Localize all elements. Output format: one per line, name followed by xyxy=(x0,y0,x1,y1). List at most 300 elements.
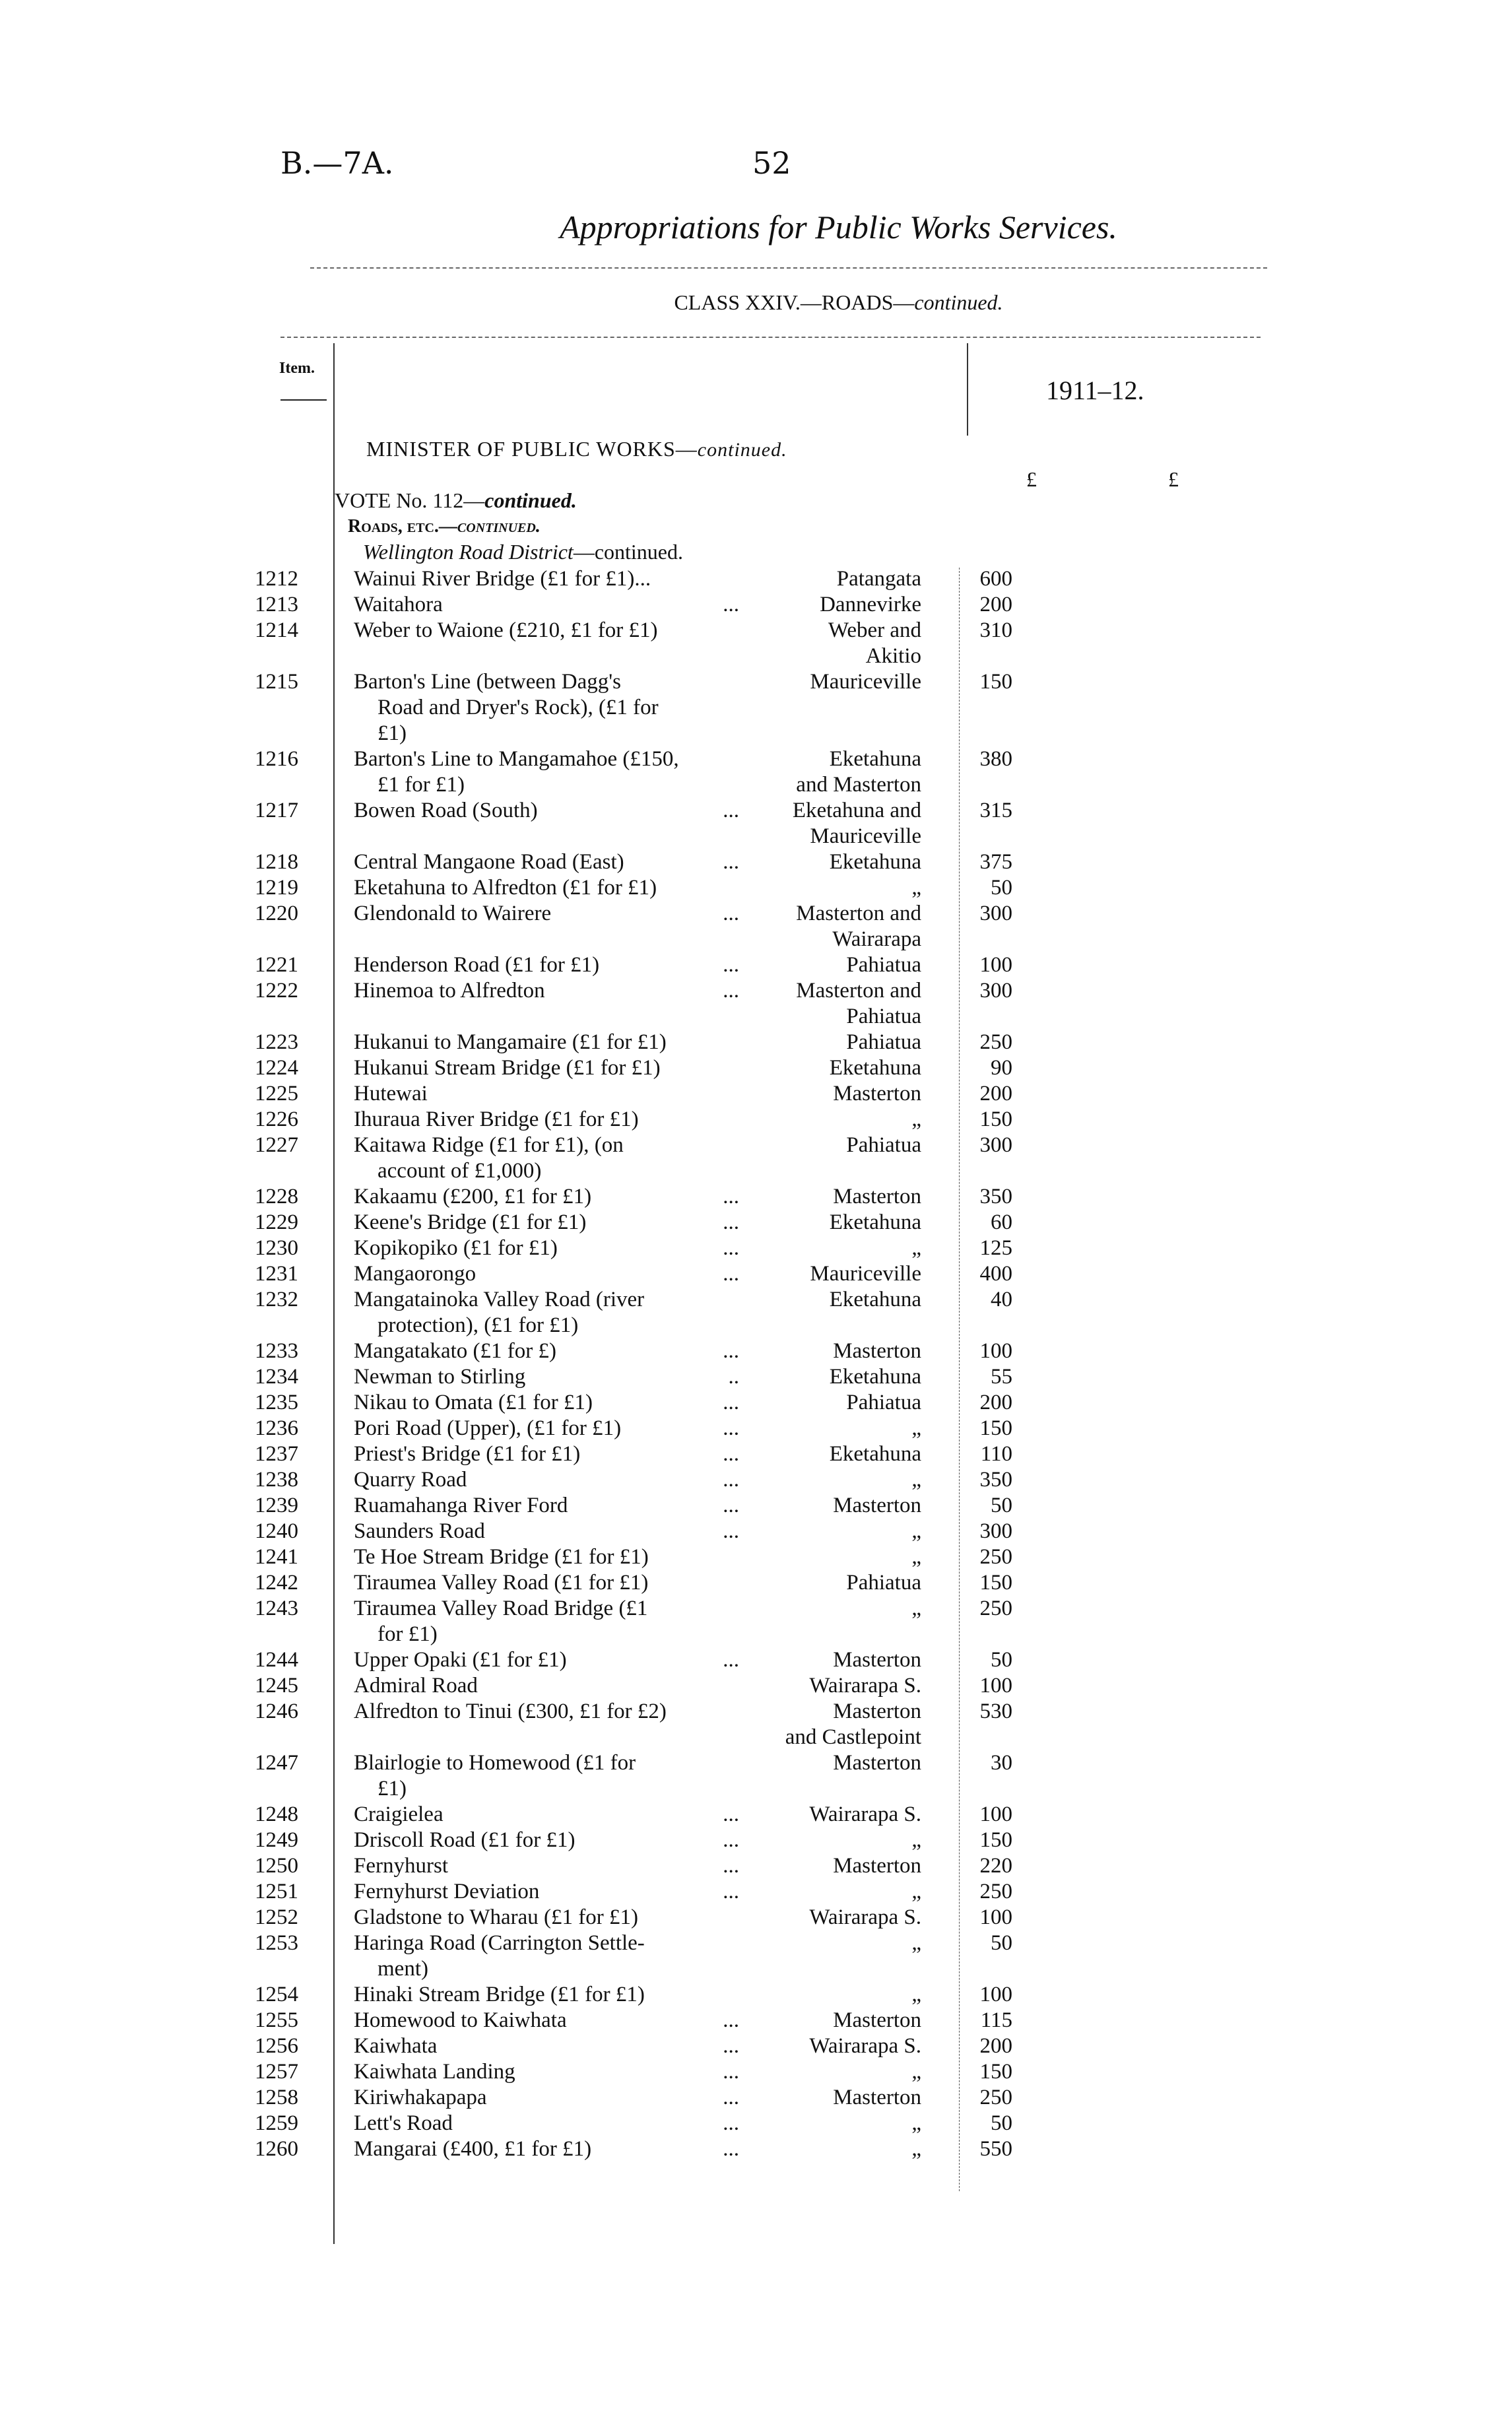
year-column-header: 1911–12. xyxy=(1046,376,1144,405)
table-row xyxy=(251,849,1188,875)
item-amount: 300 xyxy=(979,979,1012,1003)
item-location xyxy=(743,849,921,875)
leader-dots: ... xyxy=(723,2086,739,2109)
item-amount: 50 xyxy=(991,876,1012,900)
item-description xyxy=(314,1107,743,1133)
leader-dots: ... xyxy=(723,1416,739,1440)
item-location xyxy=(743,1441,921,1467)
description-line: Pori Road (Upper), (£1 for £1) xyxy=(354,1416,622,1440)
table-row xyxy=(251,1210,1188,1236)
page-title: Appropriations for Public Works Services. xyxy=(560,209,1117,246)
table-row xyxy=(251,1802,1188,1828)
leader-dots: ... xyxy=(723,2111,739,2135)
table-row xyxy=(251,798,1188,849)
description-line: Kaitawa Ridge (£1 for £1), (on xyxy=(354,1133,624,1157)
item-description xyxy=(314,1699,743,1725)
item-description xyxy=(314,1055,743,1081)
table-row xyxy=(251,1879,1188,1905)
leader-dots xyxy=(706,1287,743,1338)
item-location xyxy=(743,1828,921,1853)
location-line: „ xyxy=(911,1107,921,1131)
item-number: 1219 xyxy=(255,876,298,900)
class-heading-text: CLASS XXIV.—ROADS— xyxy=(674,290,915,314)
item-location xyxy=(743,1673,921,1699)
item-description xyxy=(314,1828,743,1853)
item-description xyxy=(314,1364,743,1390)
location-line: Masterton xyxy=(833,1494,921,1517)
item-description xyxy=(314,1081,743,1107)
item-amount: 200 xyxy=(979,2034,1012,2058)
table-row xyxy=(251,1467,1188,1493)
title-rule xyxy=(310,267,1267,269)
item-description xyxy=(314,2008,743,2033)
location-line: Wairarapa xyxy=(832,927,921,951)
item-location xyxy=(743,1750,921,1776)
item-description xyxy=(314,669,743,746)
description-line: ment) xyxy=(378,1957,428,1981)
table-row xyxy=(251,1982,1188,2008)
item-location xyxy=(743,1107,921,1133)
leader-dots: ... xyxy=(723,2060,739,2084)
item-location xyxy=(743,1879,921,1905)
description-line: Keene's Bridge (£1 for £1) xyxy=(354,1210,587,1234)
item-number: 1232 xyxy=(255,1288,298,1311)
location-line: Masterton xyxy=(833,1751,921,1775)
item-location xyxy=(743,2085,921,2111)
item-location xyxy=(743,1390,921,1416)
description-line: £1) xyxy=(378,721,407,745)
item-amount: 115 xyxy=(980,2008,1012,2032)
item-number: 1243 xyxy=(255,1597,298,1620)
item-number: 1228 xyxy=(255,1185,298,1208)
item-amount: 250 xyxy=(979,1880,1012,1903)
pound-symbol-right: £ xyxy=(1168,467,1179,491)
description-line: account of £1,000) xyxy=(378,1159,542,1183)
item-amount: 310 xyxy=(979,618,1012,642)
minister-heading-text: MINISTER OF PUBLIC WORKS— xyxy=(366,437,698,461)
table-row xyxy=(251,669,1188,746)
item-number: 1216 xyxy=(255,747,298,771)
item-location xyxy=(743,1416,921,1441)
item-description xyxy=(314,901,743,927)
leader-dots: ... xyxy=(723,953,739,977)
item-amount: 250 xyxy=(979,2086,1012,2109)
location-line: Eketahuna and xyxy=(792,799,921,822)
description-line: Tiraumea Valley Road (£1 for £1) xyxy=(354,1571,649,1595)
location-line: „ xyxy=(911,876,921,900)
item-number: 1226 xyxy=(255,1107,298,1131)
item-description xyxy=(314,1802,743,1828)
location-line: Pahiatua xyxy=(846,1030,921,1054)
location-line: Patangata xyxy=(836,567,921,591)
item-number: 1223 xyxy=(255,1030,298,1054)
item-description xyxy=(314,849,743,875)
item-location xyxy=(743,1982,921,2008)
item-location xyxy=(743,1030,921,1055)
description-line: Tiraumea Valley Road Bridge (£1 xyxy=(354,1597,648,1620)
item-description xyxy=(314,1544,743,1570)
item-description xyxy=(314,978,743,1004)
item-amount: 350 xyxy=(979,1185,1012,1208)
item-location xyxy=(743,1930,921,1956)
location-line: „ xyxy=(911,1519,921,1543)
location-line: Masterton xyxy=(833,1185,921,1208)
item-location xyxy=(743,1647,921,1673)
location-line: Pahiatua xyxy=(846,1571,921,1595)
item-header-underline xyxy=(280,399,327,401)
class-heading-continued: continued. xyxy=(914,290,1003,314)
location-line: „ xyxy=(911,2111,921,2135)
appropriations-table-body xyxy=(251,566,1188,2162)
location-line: Pahiatua xyxy=(846,1133,921,1157)
item-description xyxy=(314,1030,743,1055)
item-number: 1260 xyxy=(255,2137,298,2161)
leader-dots xyxy=(706,1133,743,1184)
item-description xyxy=(314,1416,743,1441)
amount-column-divider xyxy=(967,343,968,436)
location-line: Mauriceville xyxy=(810,670,921,694)
item-number: 1229 xyxy=(255,1210,298,1234)
description-line: Weber to Waione (£210, £1 for £1) xyxy=(354,618,658,642)
vote-heading-text: VOTE No. 112— xyxy=(335,488,485,512)
location-line: Wairarapa S. xyxy=(809,1905,921,1929)
location-line: „ xyxy=(911,1416,921,1440)
item-description xyxy=(314,1647,743,1673)
item-description xyxy=(314,618,743,644)
item-amount: 50 xyxy=(991,1648,1012,1672)
location-line: Eketahuna xyxy=(829,1365,921,1389)
table-row xyxy=(251,618,1188,669)
table-row xyxy=(251,952,1188,978)
item-description xyxy=(314,1879,743,1905)
item-amount: 100 xyxy=(979,1674,1012,1698)
description-line: Saunders Road xyxy=(354,1519,485,1543)
item-description xyxy=(314,1236,743,1261)
location-line: „ xyxy=(911,2137,921,2161)
item-amount: 30 xyxy=(991,1751,1012,1775)
item-amount: 550 xyxy=(979,2137,1012,2161)
table-row xyxy=(251,1647,1188,1673)
vote-heading xyxy=(335,488,577,513)
location-line: Eketahuna xyxy=(829,1288,921,1311)
item-number: 1224 xyxy=(255,1056,298,1080)
leader-dots: .. xyxy=(728,1365,739,1389)
location-line: Wairarapa S. xyxy=(809,1674,921,1698)
item-location xyxy=(743,1055,921,1081)
leader-dots: ... xyxy=(723,1828,739,1852)
location-line: Eketahuna xyxy=(829,1056,921,1080)
location-line: „ xyxy=(911,1983,921,2006)
item-location xyxy=(743,1184,921,1210)
location-line: „ xyxy=(911,1828,921,1852)
description-line: Hinemoa to Alfredton xyxy=(354,979,545,1003)
table-row xyxy=(251,875,1188,901)
description-line: Haringa Road (Carrington Settle- xyxy=(354,1931,645,1955)
item-location xyxy=(743,1570,921,1596)
description-line: Craigielea xyxy=(354,1802,444,1826)
leader-dots xyxy=(706,746,743,798)
location-line: „ xyxy=(911,1468,921,1492)
item-number: 1221 xyxy=(255,953,298,977)
table-row xyxy=(251,2136,1188,2162)
leader-dots: ... xyxy=(723,1519,739,1543)
item-amount: 250 xyxy=(979,1545,1012,1569)
location-line: Masterton and xyxy=(796,979,921,1003)
table-row xyxy=(251,1699,1188,1750)
description-line: Newman to Stirling xyxy=(354,1365,526,1389)
item-amount: 250 xyxy=(979,1597,1012,1620)
table-row xyxy=(251,901,1188,952)
leader-dots: ... xyxy=(723,1339,739,1363)
item-number: 1230 xyxy=(255,1236,298,1260)
location-line: „ xyxy=(911,1597,921,1620)
item-amount: 40 xyxy=(991,1288,1012,1311)
item-location xyxy=(743,2111,921,2136)
leader-dots xyxy=(706,1596,743,1647)
table-row xyxy=(251,1338,1188,1364)
location-line: and Castlepoint xyxy=(785,1725,921,1749)
roads-heading xyxy=(348,516,541,537)
location-line: Masterton xyxy=(833,1700,921,1723)
item-amount: 60 xyxy=(991,1210,1012,1234)
item-number: 1233 xyxy=(255,1339,298,1363)
item-amount: 100 xyxy=(979,1905,1012,1929)
description-line: Blairlogie to Homewood (£1 for xyxy=(354,1751,636,1775)
leader-dots xyxy=(706,1081,743,1107)
table-top-rule xyxy=(280,337,1261,338)
item-amount: 400 xyxy=(979,1262,1012,1286)
item-number: 1215 xyxy=(255,670,298,694)
item-location xyxy=(743,798,921,849)
item-amount: 100 xyxy=(979,1802,1012,1826)
leader-dots: ... xyxy=(723,1854,739,1878)
item-number: 1239 xyxy=(255,1494,298,1517)
description-line: Fernyhurst Deviation xyxy=(354,1880,540,1903)
item-location xyxy=(743,1493,921,1519)
description-line: Fernyhurst xyxy=(354,1854,448,1878)
item-number: 1259 xyxy=(255,2111,298,2135)
description-line: Barton's Line (between Dagg's xyxy=(354,670,622,694)
item-amount: 150 xyxy=(979,1107,1012,1131)
item-number: 1237 xyxy=(255,1442,298,1466)
district-heading-text: Wellington Road District xyxy=(363,540,574,564)
item-description xyxy=(314,2111,743,2136)
item-number: 1252 xyxy=(255,1905,298,1929)
location-line: „ xyxy=(911,1236,921,1260)
location-line: Eketahuna xyxy=(829,1442,921,1466)
location-line: „ xyxy=(911,1545,921,1569)
table-row xyxy=(251,592,1188,618)
item-location xyxy=(743,566,921,592)
description-line: Glendonald to Wairere xyxy=(354,902,552,925)
item-amount: 50 xyxy=(991,2111,1012,2135)
description-line: £1 for £1) xyxy=(378,773,465,797)
leader-dots: ... xyxy=(723,1494,739,1517)
description-line: Mangarai (£400, £1 for £1) xyxy=(354,2137,592,2161)
item-location xyxy=(743,1210,921,1236)
item-amount: 125 xyxy=(979,1236,1012,1260)
location-line: Masterton xyxy=(833,1854,921,1878)
location-line: Dannevirke xyxy=(820,593,921,616)
item-number: 1242 xyxy=(255,1571,298,1595)
item-location xyxy=(743,1699,921,1750)
table-row xyxy=(251,566,1188,592)
description-line: Hutewai xyxy=(354,1082,428,1106)
item-amount: 110 xyxy=(980,1442,1012,1466)
item-location xyxy=(743,1364,921,1390)
item-amount: 55 xyxy=(991,1365,1012,1389)
item-number: 1236 xyxy=(255,1416,298,1440)
table-row xyxy=(251,1364,1188,1390)
document-reference: B.—7A. xyxy=(280,145,394,181)
table-row xyxy=(251,1441,1188,1467)
item-number: 1247 xyxy=(255,1751,298,1775)
location-line: Wairarapa S. xyxy=(809,1802,921,1826)
page-number: 52 xyxy=(752,145,791,181)
location-line: Weber and xyxy=(828,618,921,642)
leader-dots xyxy=(706,618,743,644)
roads-heading-continued: continued. xyxy=(457,516,541,537)
table-row xyxy=(251,2033,1188,2059)
item-location xyxy=(743,1236,921,1261)
table-row xyxy=(251,2085,1188,2111)
description-line: Mangatainoka Valley Road (river xyxy=(354,1288,645,1311)
description-line: Admiral Road xyxy=(354,1674,478,1698)
class-heading xyxy=(0,290,1512,315)
item-number: 1227 xyxy=(255,1133,298,1157)
description-line: Quarry Road xyxy=(354,1468,467,1492)
item-amount: 250 xyxy=(979,1030,1012,1054)
item-number: 1235 xyxy=(255,1391,298,1414)
table-row xyxy=(251,1519,1188,1544)
table-row xyxy=(251,1673,1188,1699)
leader-dots: ... xyxy=(723,1442,739,1466)
leader-dots: ... xyxy=(723,1802,739,1826)
item-description xyxy=(314,1596,743,1647)
item-location xyxy=(743,1467,921,1493)
location-line: Pahiatua xyxy=(846,953,921,977)
item-number: 1246 xyxy=(255,1700,298,1723)
item-amount: 150 xyxy=(979,2060,1012,2084)
item-description xyxy=(314,566,743,592)
item-number: 1253 xyxy=(255,1931,298,1955)
leader-dots xyxy=(706,669,743,746)
table-row xyxy=(251,1081,1188,1107)
leader-dots: ... xyxy=(723,1468,739,1492)
item-amount: 375 xyxy=(979,850,1012,874)
item-amount: 150 xyxy=(979,1571,1012,1595)
table-row xyxy=(251,1570,1188,1596)
item-location xyxy=(743,952,921,978)
table-row xyxy=(251,1107,1188,1133)
description-line: for £1) xyxy=(378,1622,438,1646)
item-number: 1257 xyxy=(255,2060,298,2084)
item-description xyxy=(314,798,743,824)
district-heading xyxy=(363,540,683,564)
location-line: Pahiatua xyxy=(846,1005,921,1028)
item-number: 1248 xyxy=(255,1802,298,1826)
item-amount: 315 xyxy=(979,799,1012,822)
description-line: Ruamahanga River Ford xyxy=(354,1494,568,1517)
description-line: Upper Opaki (£1 for £1) xyxy=(354,1648,567,1672)
table-row xyxy=(251,2059,1188,2085)
leader-dots: ... xyxy=(723,2137,739,2161)
item-number: 1218 xyxy=(255,850,298,874)
item-location xyxy=(743,2136,921,2162)
location-line: „ xyxy=(911,1931,921,1955)
leader-dots: ... xyxy=(723,979,739,1003)
item-number: 1241 xyxy=(255,1545,298,1569)
description-line: Barton's Line to Mangamahoe (£150, xyxy=(354,747,679,771)
item-amount: 200 xyxy=(979,593,1012,616)
table-row xyxy=(251,2111,1188,2136)
description-line: Kaiwhata Landing xyxy=(354,2060,515,2084)
item-amount: 100 xyxy=(979,1339,1012,1363)
description-line: £1) xyxy=(378,1777,407,1800)
vote-heading-continued: continued. xyxy=(484,488,577,512)
item-amount: 200 xyxy=(979,1082,1012,1106)
table-row xyxy=(251,1493,1188,1519)
item-description xyxy=(314,746,743,798)
description-line: Driscoll Road (£1 for £1) xyxy=(354,1828,575,1852)
item-amount: 100 xyxy=(979,953,1012,977)
item-amount: 530 xyxy=(979,1700,1012,1723)
item-number: 1231 xyxy=(255,1262,298,1286)
location-line: Akitio xyxy=(865,644,921,668)
item-location xyxy=(743,1802,921,1828)
table-row xyxy=(251,1544,1188,1570)
item-location xyxy=(743,1287,921,1313)
item-location xyxy=(743,2059,921,2085)
item-location xyxy=(743,2033,921,2059)
item-location xyxy=(743,978,921,1030)
leader-dots xyxy=(706,566,743,592)
description-line: Nikau to Omata (£1 for £1) xyxy=(354,1391,593,1414)
item-number: 1244 xyxy=(255,1648,298,1672)
location-line: „ xyxy=(911,1880,921,1903)
description-line: Alfredton to Tinui (£300, £1 for £2) xyxy=(354,1700,667,1723)
leader-dots: ... xyxy=(723,2008,739,2032)
item-location xyxy=(743,669,921,695)
item-description xyxy=(314,1467,743,1493)
item-number: 1220 xyxy=(255,902,298,925)
item-description xyxy=(314,2136,743,2162)
item-location xyxy=(743,1133,921,1158)
leader-dots xyxy=(706,1905,743,1930)
item-description xyxy=(314,1930,743,1982)
table-row xyxy=(251,2008,1188,2033)
description-line: Priest's Bridge (£1 for £1) xyxy=(354,1442,581,1466)
leader-dots: ... xyxy=(723,1185,739,1208)
leader-dots: ... xyxy=(723,1880,739,1903)
item-number: 1256 xyxy=(255,2034,298,2058)
item-location xyxy=(743,875,921,901)
item-number: 1212 xyxy=(255,567,298,591)
item-location xyxy=(743,746,921,798)
item-description xyxy=(314,2059,743,2085)
item-description xyxy=(314,1905,743,1930)
table-row xyxy=(251,1596,1188,1647)
item-description xyxy=(314,952,743,978)
location-line: Masterton and xyxy=(796,902,921,925)
item-description xyxy=(314,1982,743,2008)
item-location xyxy=(743,1544,921,1570)
table-row xyxy=(251,1416,1188,1441)
description-line: Henderson Road (£1 for £1) xyxy=(354,953,600,977)
leader-dots: ... xyxy=(723,1236,739,1260)
item-location xyxy=(743,901,921,952)
item-amount: 350 xyxy=(979,1468,1012,1492)
